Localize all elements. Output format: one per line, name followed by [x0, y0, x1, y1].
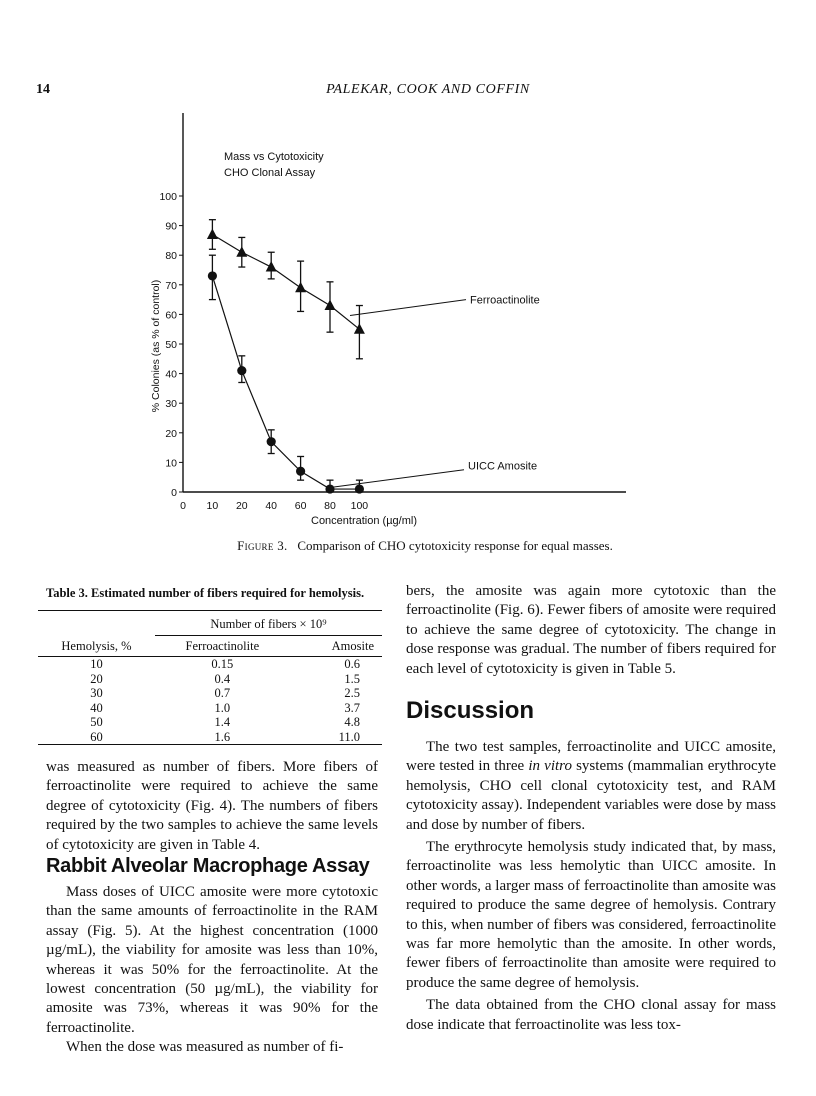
y-tick-label: 70 [165, 279, 177, 292]
data-point-triangle [354, 323, 365, 334]
table-cell: 40 [90, 700, 103, 715]
data-point-triangle [236, 246, 247, 256]
table-cell: 0.7 [214, 686, 231, 700]
data-point-triangle [266, 261, 277, 272]
table-cell: 0.6 [344, 657, 360, 671]
left-column-top [46, 758, 378, 855]
x-tick-label: 40 [265, 500, 278, 512]
y-tick-label: 0 [171, 487, 177, 499]
table-cell: 4.8 [344, 715, 360, 729]
x-tick-label: 100 [350, 500, 369, 512]
table-row [38, 672, 382, 687]
table-cell: 50 [90, 715, 103, 729]
running-head: PALEKAR, COOK AND COFFIN [326, 82, 530, 97]
table-cell: 0.4 [214, 671, 231, 686]
figure-caption-text: Comparison of CHO cytotoxicity response for equal masses. [297, 538, 613, 553]
data-point-circle [208, 271, 217, 280]
table-header-hemolysis: Hemolysis, % [38, 636, 155, 657]
chart-subtitle: CHO Clonal Assay [224, 167, 316, 179]
data-point-triangle [207, 228, 218, 238]
paragraph: The data obtained from the CHO clonal assay for mass dose indicate that ferroactinolite was less tox- [406, 997, 776, 1033]
table-row [38, 657, 382, 672]
x-axis-label: Concentration (µg/ml) [311, 515, 417, 527]
paragraph [406, 738, 776, 835]
section-heading-ram: Rabbit Alveolar Macrophage Assay [46, 855, 370, 877]
table-row [38, 701, 382, 716]
page-number: 14 [36, 82, 50, 97]
y-tick-label: 80 [165, 250, 177, 263]
text-run: The two test samples, ferroactinolite and UICC amosite, were tested in three [406, 739, 776, 775]
y-tick-label: 30 [165, 398, 177, 411]
legend-leader-ferroactinolite [350, 300, 466, 316]
table-header-ferroactinolite: Ferroactinolite [155, 636, 290, 657]
table-cell: 60 [38, 730, 155, 745]
series-line-0 [212, 234, 359, 329]
table-header-amosite: Amosite [290, 636, 382, 657]
table-3-caption: Table 3. Estimated number of fibers required for hemolysis. [46, 586, 365, 600]
y-tick-label: 10 [165, 457, 177, 470]
table-row [38, 730, 382, 745]
table-3 [38, 610, 382, 745]
figure-3-chart [150, 108, 650, 538]
legend-label-ferroactinolite: Ferroactinolite [470, 294, 540, 307]
table-cell: 1.5 [344, 671, 360, 686]
figure-caption [0, 538, 816, 554]
x-tick-label: 20 [235, 500, 248, 512]
series-line-1 [212, 276, 359, 489]
chart-svg [150, 108, 650, 538]
data-point-circle [355, 484, 364, 493]
table-cell: 3.7 [344, 700, 360, 715]
text-run-italic: in vitro [528, 758, 572, 775]
x-tick-label: 10 [206, 500, 219, 512]
y-tick-label: 90 [165, 220, 177, 233]
data-point-triangle [295, 282, 306, 293]
left-column-bottom [46, 883, 378, 1058]
table-cell: 2.5 [344, 686, 360, 700]
data-point-circle [267, 437, 276, 446]
table-cell: 11.0 [290, 730, 382, 745]
table-cell: 1.6 [155, 730, 290, 745]
chart-title: Mass vs Cytotoxicity [224, 151, 324, 163]
paragraph: When the dose was measured as number of fi- [66, 1039, 344, 1056]
x-tick-label: 60 [294, 500, 307, 512]
x-tick-label: 0 [180, 500, 186, 512]
figure-label: Figure 3. [237, 538, 288, 553]
y-tick-label: 50 [165, 339, 177, 351]
y-tick-label: 20 [165, 427, 177, 440]
table-cell: 0.15 [211, 657, 234, 671]
y-tick-label: 100 [159, 191, 177, 203]
table-group-header: Number of fibers × 10⁹ [155, 615, 382, 636]
table-row [38, 715, 382, 730]
data-point-triangle [325, 300, 336, 311]
table-cell: 1.4 [214, 715, 231, 729]
paragraph: The erythrocyte hemolysis study indicated that, by mass, ferroactinolite was less hemolytic than UICC amosite. In other words, a larger mass of ferroactinolite than amosite was required to produce the same degree of hemolysis. Contrary to this, when number of fibers was considered, ferroactinolite was far more hemolytic than the amosite. In other words, fewer fibers of ferroactinolite than amosite were required to produce the same degree of hemolysis. [406, 839, 776, 991]
right-column-top [406, 582, 776, 679]
text-run: systems (mammalian erythrocyte hemolysis, CHO cell clonal cytotoxicity test, and RAM cytotoxicity assay). Independent variables were dose by mass and dose by number of fibers. [406, 758, 776, 833]
right-column-bottom [406, 738, 776, 1035]
table-cell: 10 [90, 657, 103, 671]
paragraph: Mass doses of UICC amosite were more cytotoxic than the same amounts of ferroactinolite in the RAM assay (Fig. 5). At the highest concentration (1000 µg/mL), the viability for amosite was less than 10%, whereas it was 50% for the ferroactinolite. At the lowest concentration (50 µg/mL), the viability for amosite was 73%, whereas it was 90% for the ferroactinolite. [46, 884, 378, 1036]
legend-leader-amosite [334, 470, 464, 487]
y-tick-label: 60 [165, 309, 177, 322]
table-row [38, 686, 382, 701]
paragraph: bers, the amosite was again more cytotoxic than the ferroactinolite (Fig. 6). Fewer fibers of amosite were required to achieve the same degree of cytotoxicity. The change in dose response was gradual. The number of fibers required for each level of cytotoxicity is given in Table 5. [406, 583, 776, 677]
x-tick-label: 80 [324, 500, 336, 512]
section-heading-discussion: Discussion [406, 697, 535, 724]
legend-label-amosite: UICC Amosite [468, 460, 538, 473]
data-point-circle [296, 467, 305, 476]
table-cell: 20 [90, 671, 103, 686]
table-cell: 1.0 [214, 700, 231, 715]
data-point-circle [237, 366, 246, 375]
table-cell: 30 [90, 686, 103, 700]
y-axis-label: % Colonies (as % of control) [150, 279, 162, 413]
y-tick-label: 40 [165, 368, 177, 381]
data-point-circle [325, 484, 334, 493]
paragraph: was measured as number of fibers. More fibers of ferroactinolite were required to achieve the same degree of cytotoxicity (Fig. 4). The numbers of fibers required by the two samples to achieve the same levels of cytotoxicity are given in Table 4. [46, 759, 378, 853]
